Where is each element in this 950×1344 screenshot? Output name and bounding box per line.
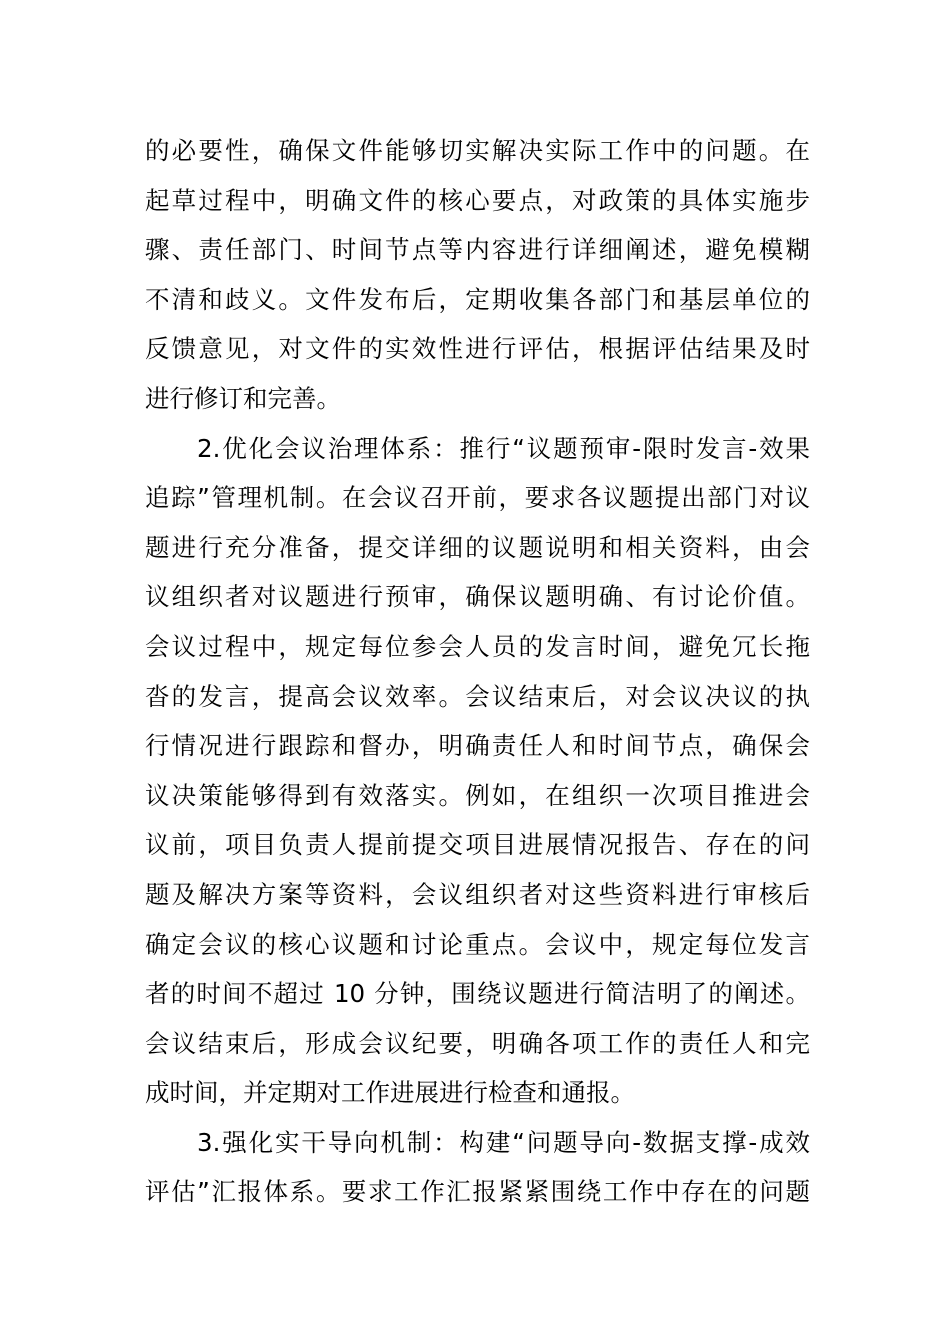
- text-line: 题及解决方案等资料，会议组织者对这些资料进行审核后: [145, 879, 810, 909]
- text-line: 题进行充分准备，提交详细的议题说明和相关资料，由会: [145, 532, 810, 562]
- body-text: [145, 126, 810, 1217]
- text-line: 会议过程中，规定每位参会人员的发言时间，避免冗长拖: [145, 631, 810, 661]
- text-line: 议决策能够得到有效落实。例如，在组织一次项目推进会: [145, 780, 810, 810]
- text-line: 2.优化会议治理体系：推行“议题预审-限时发言-效果: [197, 433, 810, 463]
- text-line: 追踪”管理机制。在会议召开前，要求各议题提出部门对议: [145, 483, 810, 513]
- text-line: 行情况进行跟踪和督办，明确责任人和时间节点，确保会: [145, 731, 810, 761]
- text-line: 3.强化实干导向机制：构建“问题导向-数据支撑-成效: [197, 1127, 810, 1157]
- text-line: 进行修订和完善。: [145, 383, 341, 413]
- text-line: 沓的发言，提高会议效率。会议结束后，对会议决议的执: [145, 681, 810, 711]
- text-line: 起草过程中，明确文件的核心要点，对政策的具体实施步: [145, 185, 810, 215]
- text-line: 评估”汇报体系。要求工作汇报紧紧围绕工作中存在的问题: [145, 1177, 810, 1207]
- text-line: 会议结束后，形成会议纪要，明确各项工作的责任人和完: [145, 1028, 810, 1058]
- text-line: 确定会议的核心议题和讨论重点。会议中，规定每位发言: [145, 929, 810, 959]
- text-line: 议组织者对议题进行预审，确保议题明确、有讨论价值。: [145, 582, 810, 612]
- text-line: 的必要性，确保文件能够切实解决实际工作中的问题。在: [145, 136, 810, 165]
- text-line: 者的时间不超过 10 分钟，围绕议题进行简洁明了的阐述。: [145, 979, 810, 1009]
- text-line: 反馈意见，对文件的实效性进行评估，根据评估结果及时: [145, 334, 810, 364]
- text-line: 成时间，并定期对工作进展进行检查和通报。: [145, 1078, 635, 1108]
- text-line: 议前，项目负责人提前提交项目进展情况报告、存在的问: [145, 830, 810, 860]
- text-line: 不清和歧义。文件发布后，定期收集各部门和基层单位的: [145, 284, 810, 314]
- text-line: 骤、责任部门、时间节点等内容进行详细阐述，避免模糊: [145, 235, 810, 265]
